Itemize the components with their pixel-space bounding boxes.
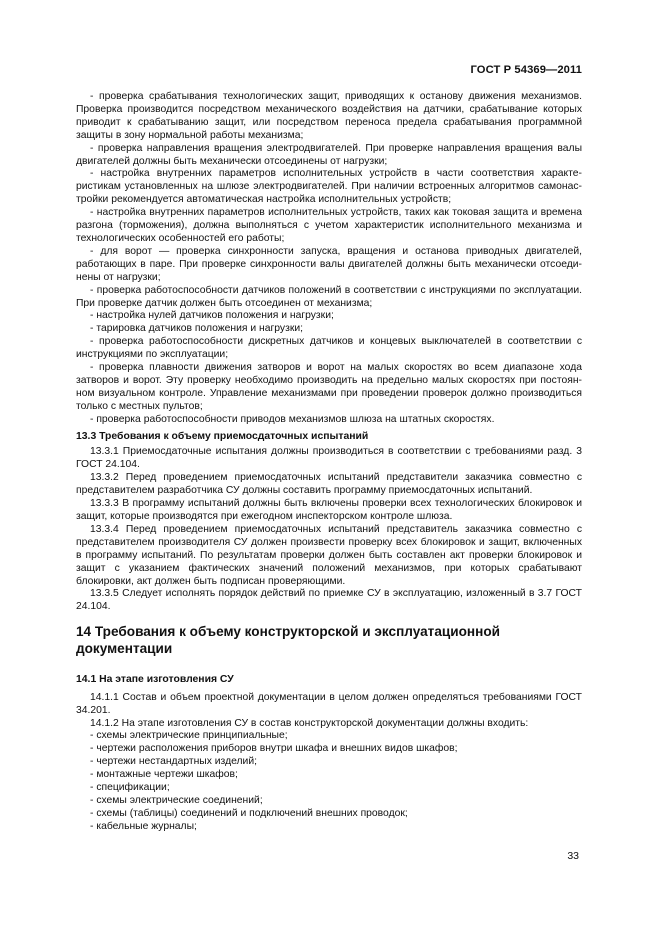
document-body xyxy=(76,91,582,834)
page-number: 33 xyxy=(567,850,579,862)
paragraph: - проверка направления вращения электродвигателей. При проверке направления вращения валы двигателей должны быть механически отсоединены от нагрузки; xyxy=(76,142,582,167)
subsection-heading-14-1: 14.1 На этапе изготовления СУ xyxy=(76,673,234,685)
list-item: - кабельные журналы; xyxy=(90,820,197,832)
paragraph: - проверка работоспособности приводов механизмов шлюза на штатных скоростях. xyxy=(90,413,495,425)
paragraph: - проверка работоспособности датчиков положений в соответствии с инструкциями по эксплуатации. При проверке датчик должен быть отсоединен от механизма; xyxy=(76,284,582,309)
paragraph: 14.1.1 Состав и объем проектной документации в целом должен определяться требованиями ГОСТ 34.201. xyxy=(76,691,582,716)
list-item: - чертежи нестандартных изделий; xyxy=(90,756,257,768)
list-item: - монтажные чертежи шкафов; xyxy=(90,769,238,781)
paragraph: 13.3.5 Следует исполнять порядок действий по приемке СУ в эксплуатацию, изложенный в 3.7 ГОСТ 24.104. xyxy=(76,588,582,613)
list-item: - схемы электрические соединений; xyxy=(90,795,263,806)
paragraph: - для ворот — проверка синхронности запуска, вращения и останова приводных двигателей, работающих в паре. При проверке синхронности валы двигателей должны быть механически отсоединены от нагрузки; xyxy=(76,245,582,283)
paragraph: - настройка внутренних параметров исполнительных устройств, таких как токовая защита и времена разгона (торможения), должна выполняться с учетом характеристик исполнительного механизма и технологических особенностей его работы; xyxy=(76,207,582,244)
paragraph: - проверка срабатывания технологических защит, приводящих к останову движения механизмов. Проверка производится посредством механического воздействия на датчики, срабатывание которых приводит к срабатыванию защит, или посредством переноса предела срабатывания программной защиты в зону нормальной работы механизма; xyxy=(76,91,582,141)
paragraph: 13.3.1 Приемосдаточные испытания должны производиться в соответствии с требованиями разд. 3 ГОСТ 24.104. xyxy=(76,446,582,471)
list-item: - спецификации; xyxy=(90,782,170,794)
paragraph: - проверка работоспособности дискретных датчиков и концевых выключателей в соответствии с инструкциями по эксплуатации; xyxy=(76,336,582,361)
section-heading-13-3: 13.3 Требования к объему приемосдаточных испытаний xyxy=(76,430,369,442)
list-item: - чертежи расположения приборов внутри шкафа и внешних видов шкафов; xyxy=(90,743,458,755)
list-item: - схемы электрические принципиальные; xyxy=(90,730,288,742)
paragraph: - проверка плавности движения затворов и ворот на малых скоростях во всем диапазоне хода затворов и ворот. Эту проверку необходимо производить на предельно малых скоростях при постоянном визуальном контроле. Управление механизмами при проведении проверок должно производиться только с местных пультов; xyxy=(76,362,582,412)
paragraph: 13.3.2 Перед проведением приемосдаточных испытаний представители заказчика совместно с представителем разработчика СУ должны составить программу приемосдаточных испытаний. xyxy=(76,472,582,497)
paragraph: - настройка нулей датчиков положения и нагрузки; xyxy=(90,310,334,322)
paragraph: - тарировка датчиков положения и нагрузки; xyxy=(90,323,304,335)
document-header-id: ГОСТ Р 54369—2011 xyxy=(470,64,582,76)
section-heading-14: 14 Требования к объему конструкторской и эксплуатационной документации xyxy=(76,624,500,657)
paragraph: 13.3.4 Перед проведением приемосдаточных испытаний представитель заказчика совместно с представителем производителя СУ должен произвести проверку всех блокировок и защит, включенных в программу испытаний. По результатам проверки должен быть составлен акт проверки блокировок и защит с указанием фактических значений положений механизмов, при которых срабатывают блокировки, акт должен быть подписан проверяющими. xyxy=(76,523,582,587)
paragraph: 13.3.3 В программу испытаний должны быть включены проверки всех технологических блокировок и защит, которые производятся при ежегодном инспекторском контроле шлюза. xyxy=(76,498,582,522)
paragraph: - настройка внутренних параметров исполнительных устройств в части соответствия характеристикам установленных на шлюзе электродвигателей. При наличии встроенных алгоритмов самонастройки рекомендуется автоматическая настройка исполнительных устройств; xyxy=(76,168,582,206)
paragraph: 14.1.2 На этапе изготовления СУ в состав конструкторской документации должны входить: xyxy=(90,717,529,729)
list-item: - схемы (таблицы) соединений и подключений внешних проводок; xyxy=(90,807,408,819)
